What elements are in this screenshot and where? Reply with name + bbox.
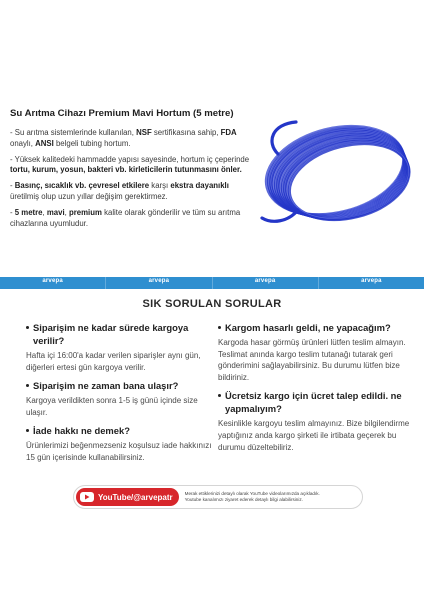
bullet-bold-text: NSF [136, 128, 152, 137]
faq-answer: Kargoda hasar görmüş ürünleri lütfen teslim almayın. Teslimat anında kargo teslim tutanağı tutarak geri gönderimini sağlayabilirsiniz. Bu durumu lütfen bize bildiriniz. [218, 338, 406, 382]
faq-item [218, 321, 412, 383]
bullet-text: - Yüksek kalitedeki hammadde yapısı sayesinde, hortum iç çeperinde [10, 154, 250, 164]
faq-question: Siparişim ne zaman bana ulaşır? [26, 379, 214, 392]
bullet-bold-text: FDA [220, 128, 237, 137]
product-section [0, 0, 424, 262]
youtube-play-icon [80, 492, 94, 502]
faq-answer: Kesinlikle kargoyu teslim almayınız. Bize bilgilendirme yaptığınız anda kargo şirketi ile irtibata geçerek bu durumu düzeltebiliriz. [218, 419, 410, 452]
faq-item [26, 321, 214, 373]
brand-label: arvepa [148, 278, 170, 284]
faq-question: Siparişim ne kadar sürede kargoya verilir? [26, 321, 214, 347]
youtube-footer [73, 485, 363, 509]
youtube-note-line: Youtube kanalımızı ziyaret ederek detaylı bilgi alabilirsiniz. [184, 497, 303, 502]
faq-item [26, 424, 214, 463]
brand-label: arvepa [254, 278, 276, 284]
band-segment [319, 277, 424, 289]
bullet-text: üretilmiş olup uzun yıllar değişim gerektirmez. [10, 191, 168, 201]
band-segment [106, 277, 212, 289]
youtube-note [185, 491, 320, 503]
youtube-note-line: Merak ettiklerinizi detaylı olarak YouTube videolarımızda açıkladık. [184, 491, 320, 496]
faq-answer: Hafta içi 16:00'a kadar verilen siparişler aynı gün, diğerleri ertesi gün kargoya verilir. [26, 351, 201, 372]
faq-left-column [26, 321, 214, 470]
faq-question: İade hakkı ne demek? [26, 424, 214, 437]
product-bullets [10, 128, 256, 235]
bullet-bold-text: mavi [46, 208, 65, 218]
brand-label: arvepa [361, 278, 382, 284]
bullet-bold-text: ekstra dayanıklı [170, 181, 229, 191]
bullet-text: belgeli tubing hortum. [53, 138, 131, 148]
faq-item [26, 379, 214, 418]
band-segment [0, 277, 106, 289]
bullet-text: kalite olarak gönderilir ve tüm su arıtma cihazlarına uyumludur. [10, 208, 241, 228]
bullet-text: - Su arıtma sistemlerinde kullanılan, [10, 128, 137, 137]
bullet-text: karşı [149, 181, 171, 191]
brand-band [0, 277, 424, 289]
faq-question: Ücretsiz kargo için ücret talep edildi. ne yapmalıyım? [218, 389, 412, 415]
bullet-bold-text: premium [68, 208, 102, 218]
bullet-bold-text: ANSI [35, 138, 54, 148]
youtube-handle: YouTube/@arvepatr [98, 492, 173, 502]
bullet-text: - [10, 208, 15, 218]
bullet-bold-text: 5 metre [14, 208, 43, 218]
bullet-bold-text: tortu, kurum, yosun, bakteri vb. kirleticilerin tutunmasını önler. [10, 165, 242, 175]
faq-question: Kargom hasarlı geldi, ne yapacağım? [218, 321, 412, 334]
band-segment [213, 277, 319, 289]
youtube-link[interactable] [76, 488, 179, 506]
bullet-compatibility [10, 208, 256, 229]
product-title: Su Arıtma Cihazı Premium Mavi Hortum (5 metre) [10, 108, 234, 119]
brand-label: arvepa [42, 278, 63, 284]
bullet-certification [10, 128, 256, 149]
faq-title: SIK SORULAN SORULAR [142, 298, 282, 310]
bullet-text: , [64, 208, 69, 218]
bullet-bold-text: Basınç, sıcaklık vb. çevresel etkilere [14, 181, 150, 191]
bullet-text: - [10, 181, 15, 191]
bullet-hygiene [10, 155, 256, 176]
faq-answer: Kargoya verildikten sonra 1-5 iş günü içinde size ulaşır. [26, 396, 198, 417]
bullet-text: , [42, 208, 47, 218]
faq-item [218, 389, 412, 453]
faq-right-column [218, 321, 412, 459]
bullet-text: onaylı, [10, 138, 36, 148]
faq-answer: Ürünlerimizi beğenmezseniz koşulsuz iade hakkınızı 15 gün içerisinde kullanabilirsiniz. [26, 441, 212, 462]
bullet-durability [10, 181, 256, 202]
blue-hose-coil-image [258, 114, 418, 236]
bullet-text: sertifikasına sahip, [151, 128, 221, 137]
